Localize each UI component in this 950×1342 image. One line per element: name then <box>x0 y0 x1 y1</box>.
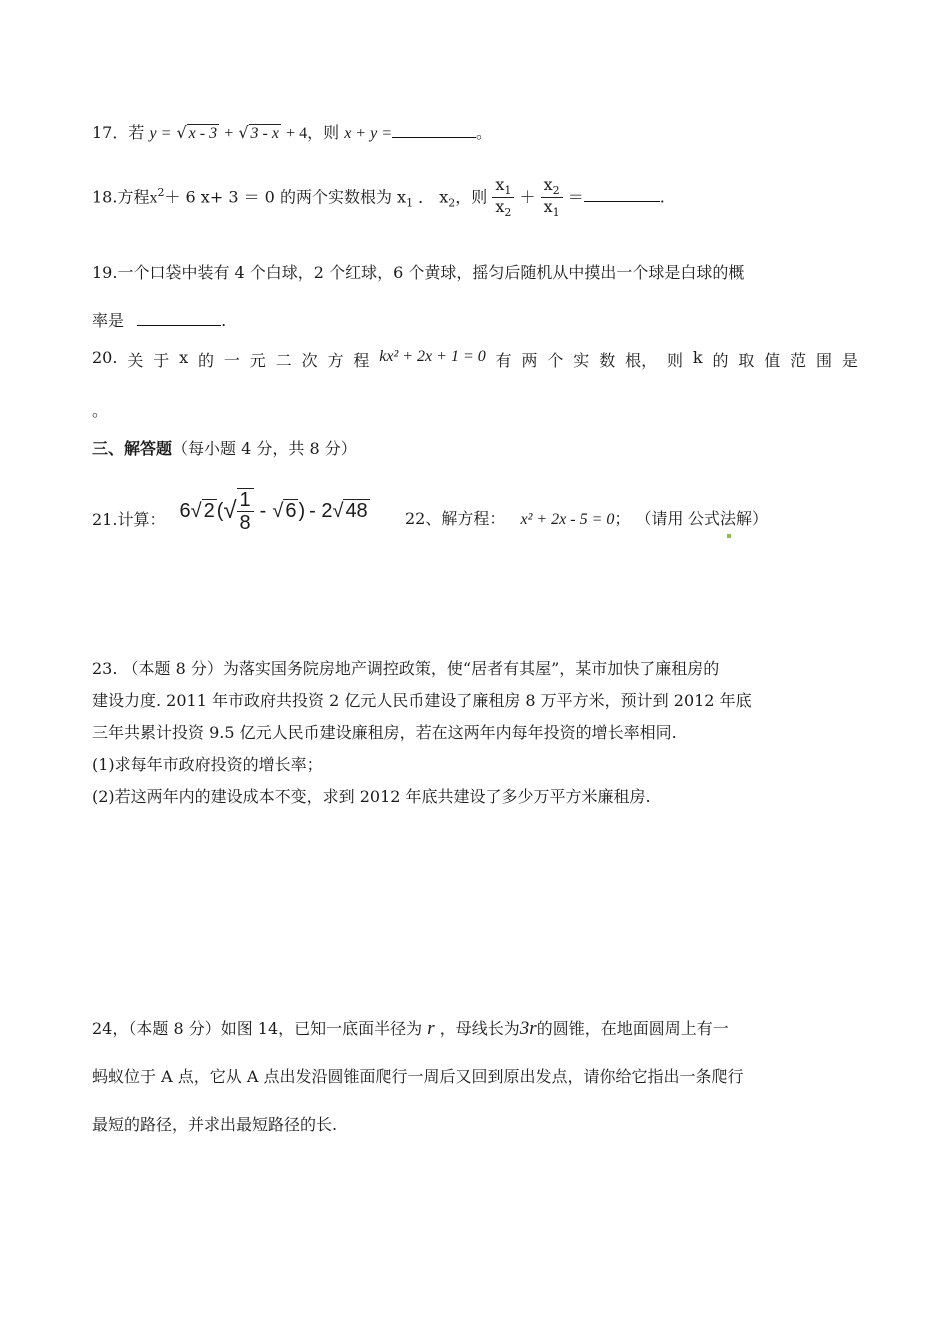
question-17: 17．若 y = √ x - 3 + √ 3 - x + 4，则 x + y = 。 <box>92 123 493 142</box>
question-24-line-3: 最短的路径，并求出最短路径的长. <box>92 1115 338 1134</box>
q21-expression: 6 √ 2 ( √ $\frac{1}{8}$ - √ 6 ) - 2 √ 48 <box>179 489 368 534</box>
q21-fraction: $\frac{1}{8}$ <box>237 488 254 534</box>
section-3-note: （每小题 4 分，共 8 分） <box>172 439 357 458</box>
question-19-line-1: 19.一个口袋中装有 4 个白球，2 个红球，6 个黄球，摇匀后随机从中摸出一个球是白球的概 <box>92 263 745 282</box>
section-3-title: 三、解答题 <box>92 439 173 458</box>
q19-answer-blank[interactable] <box>137 325 221 326</box>
question-23-line-2: 建设力度. 2011 年市政府共投资 2 亿元人民币建设了廉租房 8 万平方米，预计到 2012 年底 <box>92 691 752 710</box>
question-21: 21.计算： 6 √ 2 ( √ $\frac{1}{8}$ - √ 6 ) - 2 √ 48 <box>92 489 368 534</box>
question-23-line-3: 三年共累计投资 9.5 亿元人民币建设廉租房，若在这两年内每年投资的增长率相同. <box>92 723 677 742</box>
question-18: 18.方程$x^2+ 6$ x+ 3 ＝ 0 的两个实数根为 $x_1$ ． $x_2$，则 $\frac{x_1}{x_2}$ ＋ $\frac{x_2}{x_1}$ ＝ . <box>92 175 665 220</box>
question-24-line-1: 24，（本题 8 分）如图 14，已知一底面半径为 r ，母线长为3r的圆锥，在地面圆周上有一 <box>92 1018 729 1039</box>
q18-answer-blank[interactable] <box>584 201 660 202</box>
q24-r: r <box>427 1018 435 1039</box>
q18-fraction-1: $\frac{x_1}{x_2}$ <box>492 176 514 220</box>
q24-3r: 3r <box>519 1018 537 1039</box>
q17-sqrt-2: √ 3 - x <box>238 123 279 142</box>
q17-x-plus-y: x + y = <box>344 125 392 142</box>
q17-answer-blank[interactable] <box>392 137 476 138</box>
question-23-line-1: 23. （本题 8 分）为落实国务院房地产调控政策，使“居者有其屋”，某市加快了廉租房的 <box>92 659 720 678</box>
question-22: 22、解方程： x² + 2x - 5 = 0； （请用 公式法解） <box>405 509 768 528</box>
q17-number: 17．若 <box>92 123 145 142</box>
stray-dot <box>727 534 731 538</box>
question-20: 20. 关 于 x 的 一 元 二 次 方 程 kx² + 2x + 1 = 0 有 两 个 实 数 根， 则 k 的 取 值 范 围 是 <box>92 348 858 370</box>
section-3-heading <box>92 436 357 459</box>
q17-sqrt-1: √ x - 3 <box>176 123 218 142</box>
question-23-part-2: (2)若这两年内的建设成本不变，求到 2012 年底共建设了多少万平方米廉租房. <box>92 787 651 806</box>
question-24-line-2: 蚂蚁位于 A 点，它从 A 点出发沿圆锥面爬行一周后又回到原出发点，请你给它指出一条爬行 <box>92 1067 744 1086</box>
q18-fraction-2: $\frac{x_2}{x_1}$ <box>541 176 563 220</box>
q20-equation: kx² + 2x + 1 = 0 <box>379 348 486 365</box>
question-23-part-1: (1)求每年市政府投资的增长率； <box>92 755 323 774</box>
question-19-line-2: 率是 . <box>92 311 227 330</box>
q22-equation: x² + 2x - 5 = 0 <box>520 511 615 528</box>
q17-eq-y: y = <box>149 125 172 142</box>
question-20-cont: 。 <box>92 401 109 420</box>
